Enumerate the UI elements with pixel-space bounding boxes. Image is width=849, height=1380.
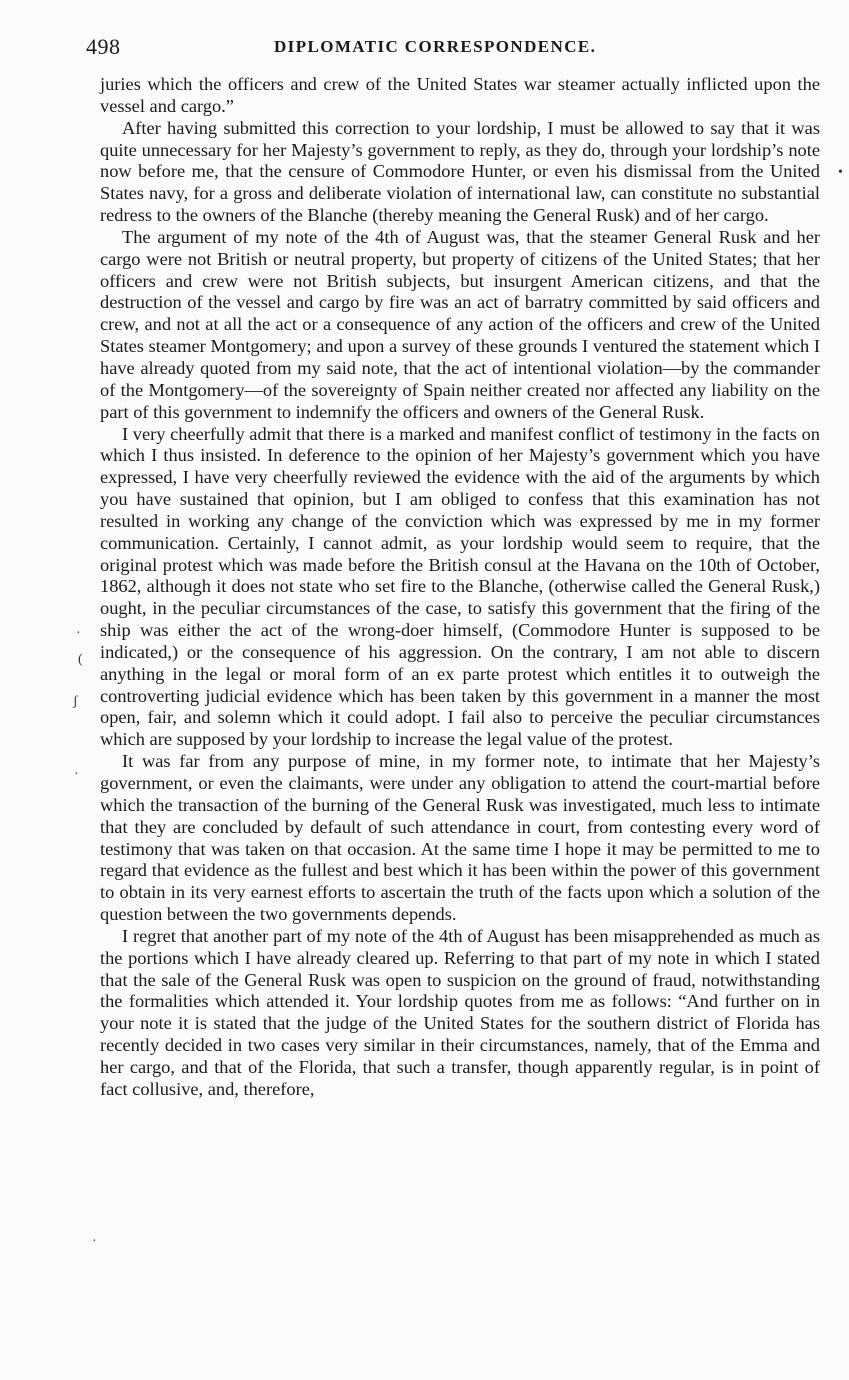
margin-mark: ʃ [73,694,78,709]
body-text [100,74,820,1101]
paragraph: I very cheerfully admit that there is a marked and manifest conflict of testimony in the facts on which I thus insisted. In deference to the opinion of her Majesty’s government which you have expressed, I have very cheerfully reviewed the evidence with the aid of the arguments by which you have sustained that opinion, but I am obliged to confess that this examination has not resulted in working any change of the conviction which was expressed by me in my former communication. Certainly, I cannot admit, as your lordship would seem to require, that the original protest which was made before the British consul at the Havana on the 10th of October, 1862, although it does not state who set fire to the Blanche, (otherwise called the General Rusk,) ought, in the peculiar circumstances of the case, to satisfy this government that the firing of the ship was either the act of the wrong-doer himself, (Commodore Hunter is supposed to be indicated,) or the consequence of his aggression. On the contrary, I am not able to discern anything in the legal or moral form of an ex parte protest which entitles it to outweigh the controverting judicial evidence which has been taken by this government in a manner the most open, fair, and solemn which it could adopt. I fail also to perceive the peculiar circumstances which are supposed by your lordship to increase the legal value of the protest. [100,423,820,750]
paragraph: After having submitted this correction to your lordship, I must be allowed to say that it was quite unnecessary for her Majesty’s government to reply, as they do, through your lordship’s note now before me, that the censure of Commodore Hunter, or even his dismissal from the United States navy, for a gross and deliberate violation of international law, can constitute no substantial redress to the owners of the Blanche (thereby meaning the General Rusk) and of her cargo. [100,117,820,226]
paragraph: juries which the officers and crew of the United States war steamer actually inflicted upon the vessel and cargo.” [100,74,820,116]
paragraph: I regret that another part of my note of the 4th of August has been misapprehended as much as the portions which I have already cleared up. Referring to that part of my note in which I stated that the sale of the General Rusk was open to suspicion on the ground of fraud, notwithstanding the formalities which attended it. Your lordship quotes from me as follows: “And further on in your note it is stated that the judge of the United States for the southern district of Florida has recently decided in two cases very similar in their circumstances, namely, that of the Emma and her cargo, and that of the Florida, that such a transfer, though apparently regular, is in point of fact collusive, and, therefore, [100,925,820,1099]
paragraph: The argument of my note of the 4th of August was, that the steamer General Rusk and her cargo were not British or neutral property, but property of citizens of the United States; that her officers and crew were not British subjects, but insurgent American citizens, and that the destruction of the vessel and cargo by fire was an act of barratry committed by said officers and crew, and not at all the act or a consequence of any action of the officers and crew of the United States steamer Montgomery; and upon a survey of these grounds I ventured the statement which I have already quoted from my said note, that the act of intentional violation—by the commander of the Montgomery—of the sovereignty of Spain neither created nor affected any liability on the part of this government to indemnify the officers and owners of the General Rusk. [100,226,820,422]
margin-mark: ( [78,652,83,667]
margin-mark: • [838,165,843,180]
running-head: DIPLOMATIC CORRESPONDENCE. [274,37,597,56]
page-number: 498 [86,34,121,59]
margin-mark: · [92,1234,97,1249]
page-header [86,34,806,59]
paragraph: It was far from any purpose of mine, in my former note, to intimate that her Majesty’s government, or even the claimants, were under any obligation to attend the court-martial before which the transaction of the burning of the General Rusk was investigated, much less to intimate that they are concluded by default of such attendance in court, from contesting every word of testimony that was taken on that occasion. At the same time I hope it may be permitted to me to regard that evidence as the fullest and best which it has been within the power of this government to obtain in its very earnest efforts to ascertain the truth of the facts upon which a solution of the question between the two governments depends. [100,751,820,925]
margin-mark: · [74,767,79,782]
margin-mark: · [76,626,81,641]
